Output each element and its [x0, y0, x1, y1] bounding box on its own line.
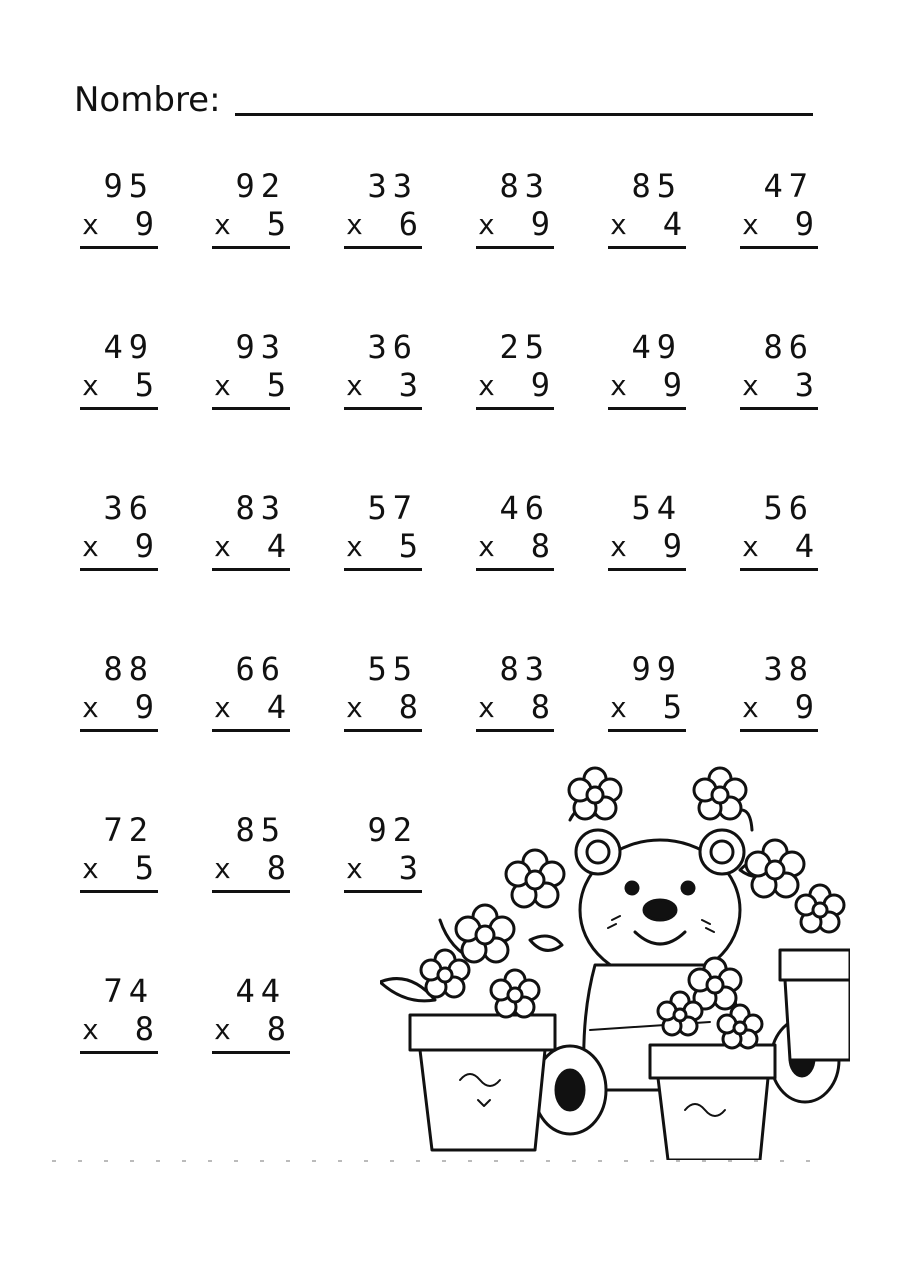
problem-bottom-line	[214, 850, 286, 888]
problem-multiplier: 6	[398, 205, 418, 243]
problem-bottom-line	[742, 367, 814, 405]
answer-line[interactable]	[212, 729, 290, 732]
multiplication-problem	[606, 490, 686, 580]
problem-multiplier: 5	[134, 366, 154, 404]
multiply-operator: x	[82, 1013, 99, 1046]
problem-multiplier: 8	[266, 849, 286, 887]
multiplication-problem	[342, 490, 422, 580]
problem-bottom-line	[214, 689, 286, 727]
multiplication-problem	[738, 651, 818, 741]
answer-line[interactable]	[608, 246, 686, 249]
multiplication-problem	[606, 168, 686, 258]
problem-top-number: 44	[235, 972, 286, 1010]
multiplication-problem	[78, 973, 158, 1063]
problem-top-number: 99	[631, 650, 682, 688]
multiplication-problem	[342, 168, 422, 258]
answer-line[interactable]	[344, 246, 422, 249]
problem-bottom-line	[346, 528, 418, 566]
problem-top-number: 74	[103, 972, 154, 1010]
problem-bottom-line	[82, 850, 154, 888]
problem-multiplier: 3	[398, 849, 418, 887]
problem-multiplier: 9	[794, 688, 814, 726]
problem-top-number: 36	[103, 489, 154, 527]
problem-bottom-line	[346, 206, 418, 244]
problem-bottom-line	[346, 367, 418, 405]
problem-multiplier: 8	[134, 1010, 154, 1048]
multiplication-problem	[738, 329, 818, 419]
multiplication-problem	[738, 490, 818, 580]
problem-bottom-line	[82, 367, 154, 405]
multiplication-problem	[738, 168, 818, 258]
multiply-operator: x	[82, 208, 99, 241]
multiply-operator: x	[478, 530, 495, 563]
problem-top-number: 36	[367, 328, 418, 366]
problem-top-number: 85	[631, 167, 682, 205]
problem-multiplier: 5	[134, 849, 154, 887]
problem-top-number: 92	[367, 811, 418, 849]
problem-top-number: 47	[763, 167, 814, 205]
problem-top-number: 93	[235, 328, 286, 366]
problem-multiplier: 3	[398, 366, 418, 404]
problem-top-number: 54	[631, 489, 682, 527]
answer-line[interactable]	[212, 246, 290, 249]
answer-line[interactable]	[740, 407, 818, 410]
answer-line[interactable]	[608, 729, 686, 732]
problem-multiplier: 9	[662, 366, 682, 404]
multiply-operator: x	[346, 208, 363, 241]
multiply-operator: x	[742, 369, 759, 402]
multiply-operator: x	[742, 530, 759, 563]
multiply-operator: x	[346, 369, 363, 402]
problem-bottom-line	[478, 206, 550, 244]
problem-multiplier: 9	[134, 205, 154, 243]
problem-multiplier: 9	[530, 366, 550, 404]
answer-line[interactable]	[212, 1051, 290, 1054]
name-label: Nombre:	[74, 80, 221, 120]
multiply-operator: x	[82, 530, 99, 563]
multiply-operator: x	[610, 530, 627, 563]
name-field-line[interactable]	[235, 113, 813, 116]
problem-top-number: 57	[367, 489, 418, 527]
problem-bottom-line	[214, 528, 286, 566]
problem-multiplier: 9	[530, 205, 550, 243]
problem-top-number: 95	[103, 167, 154, 205]
problem-top-number: 66	[235, 650, 286, 688]
multiplication-problem	[210, 812, 290, 902]
problem-top-number: 85	[235, 811, 286, 849]
answer-line[interactable]	[212, 568, 290, 571]
problem-multiplier: 9	[134, 688, 154, 726]
multiply-operator: x	[214, 852, 231, 885]
problem-multiplier: 9	[134, 527, 154, 565]
problem-multiplier: 4	[266, 527, 286, 565]
problem-bottom-line	[742, 528, 814, 566]
multiply-operator: x	[346, 852, 363, 885]
answer-line[interactable]	[476, 246, 554, 249]
multiply-operator: x	[346, 530, 363, 563]
answer-line[interactable]	[608, 568, 686, 571]
answer-line[interactable]	[80, 407, 158, 410]
multiplication-problem	[606, 651, 686, 741]
multiplication-problem	[78, 329, 158, 419]
problem-bottom-line	[214, 1011, 286, 1049]
teddy-bear-flowers-icon	[380, 760, 850, 1160]
answer-line[interactable]	[740, 568, 818, 571]
problem-top-number: 83	[235, 489, 286, 527]
problem-top-number: 83	[499, 650, 550, 688]
problem-bottom-line	[346, 689, 418, 727]
answer-line[interactable]	[80, 890, 158, 893]
problem-bottom-line	[82, 528, 154, 566]
problem-multiplier: 8	[398, 688, 418, 726]
multiply-operator: x	[742, 691, 759, 724]
problem-multiplier: 5	[266, 366, 286, 404]
answer-line[interactable]	[344, 407, 422, 410]
problem-multiplier: 4	[794, 527, 814, 565]
problem-multiplier: 4	[662, 205, 682, 243]
multiply-operator: x	[478, 369, 495, 402]
problem-bottom-line	[214, 206, 286, 244]
multiply-operator: x	[214, 530, 231, 563]
problem-multiplier: 4	[266, 688, 286, 726]
multiplication-problem	[210, 329, 290, 419]
problem-multiplier: 8	[530, 527, 550, 565]
problem-bottom-line	[742, 206, 814, 244]
multiplication-problem	[78, 812, 158, 902]
problem-bottom-line	[478, 367, 550, 405]
answer-line[interactable]	[344, 729, 422, 732]
answer-line[interactable]	[740, 246, 818, 249]
problem-bottom-line	[478, 528, 550, 566]
problem-top-number: 46	[499, 489, 550, 527]
multiplication-problem	[210, 651, 290, 741]
problem-top-number: 49	[103, 328, 154, 366]
problem-bottom-line	[610, 528, 682, 566]
problem-bottom-line	[742, 689, 814, 727]
answer-line[interactable]	[212, 890, 290, 893]
multiplication-problem	[474, 168, 554, 258]
problem-top-number: 83	[499, 167, 550, 205]
answer-line[interactable]	[212, 407, 290, 410]
answer-line[interactable]	[476, 729, 554, 732]
problem-bottom-line	[82, 206, 154, 244]
problem-bottom-line	[214, 367, 286, 405]
multiply-operator: x	[610, 369, 627, 402]
problem-top-number: 55	[367, 650, 418, 688]
multiplication-problem	[210, 973, 290, 1063]
problem-multiplier: 8	[530, 688, 550, 726]
problem-multiplier: 9	[794, 205, 814, 243]
multiplication-problem	[474, 651, 554, 741]
multiplication-problem	[606, 329, 686, 419]
multiplication-problem	[474, 329, 554, 419]
problem-top-number: 56	[763, 489, 814, 527]
problem-multiplier: 9	[662, 527, 682, 565]
problem-top-number: 33	[367, 167, 418, 205]
multiply-operator: x	[742, 208, 759, 241]
multiply-operator: x	[610, 208, 627, 241]
multiplication-problem	[210, 490, 290, 580]
multiply-operator: x	[478, 691, 495, 724]
problem-bottom-line	[478, 689, 550, 727]
multiply-operator: x	[610, 691, 627, 724]
problem-top-number: 88	[103, 650, 154, 688]
multiply-operator: x	[82, 691, 99, 724]
answer-line[interactable]	[608, 407, 686, 410]
multiplication-problem	[342, 651, 422, 741]
multiply-operator: x	[214, 1013, 231, 1046]
answer-line[interactable]	[80, 729, 158, 732]
problem-top-number: 38	[763, 650, 814, 688]
answer-line[interactable]	[476, 568, 554, 571]
problem-multiplier: 5	[662, 688, 682, 726]
multiply-operator: x	[214, 369, 231, 402]
problem-top-number: 49	[631, 328, 682, 366]
multiplication-problem	[78, 651, 158, 741]
answer-line[interactable]	[80, 568, 158, 571]
multiply-operator: x	[478, 208, 495, 241]
problem-top-number: 72	[103, 811, 154, 849]
problem-top-number: 92	[235, 167, 286, 205]
answer-line[interactable]	[740, 729, 818, 732]
multiply-operator: x	[82, 852, 99, 885]
multiplication-problem	[210, 168, 290, 258]
problem-bottom-line	[610, 689, 682, 727]
multiply-operator: x	[346, 691, 363, 724]
multiplication-problem	[78, 490, 158, 580]
answer-line[interactable]	[344, 568, 422, 571]
problem-multiplier: 8	[266, 1010, 286, 1048]
problem-multiplier: 5	[398, 527, 418, 565]
answer-line[interactable]	[80, 246, 158, 249]
problem-top-number: 86	[763, 328, 814, 366]
multiplication-problem	[342, 329, 422, 419]
multiply-operator: x	[82, 369, 99, 402]
problem-bottom-line	[82, 689, 154, 727]
answer-line[interactable]	[476, 407, 554, 410]
name-header	[74, 80, 813, 120]
problem-multiplier: 3	[794, 366, 814, 404]
multiplication-problem	[474, 490, 554, 580]
problem-bottom-line	[82, 1011, 154, 1049]
multiply-operator: x	[214, 691, 231, 724]
problem-bottom-line	[610, 367, 682, 405]
multiply-operator: x	[214, 208, 231, 241]
problem-multiplier: 5	[266, 205, 286, 243]
dotted-edge	[52, 1158, 832, 1164]
problem-top-number: 25	[499, 328, 550, 366]
multiplication-problem	[78, 168, 158, 258]
problem-bottom-line	[610, 206, 682, 244]
answer-line[interactable]	[80, 1051, 158, 1054]
